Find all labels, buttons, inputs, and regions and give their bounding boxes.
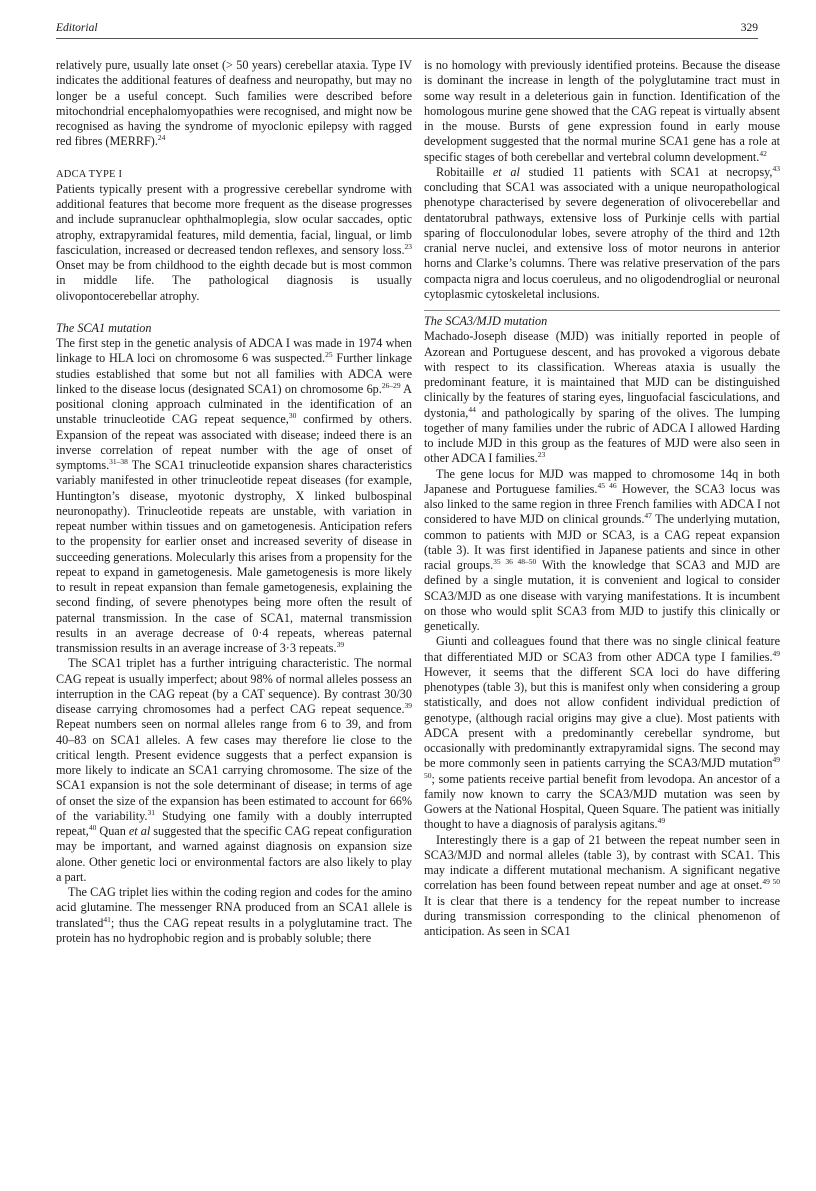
right-column bbox=[424, 58, 780, 939]
paragraph-continued: is no homology with previously identified proteins. Because the disease is dominant the increase in length of the polyglutamine tract must in some way result in a deleterious gain in function. Identification of the homologous murine gene showed that the CAG repeat is virtually absent in the mouse. Bursts of gene expression found in early mouse development suggested that the normal murine SCA1 gene has a role at specific stages of both cerebellar and vertebral column development.$^{42}$ bbox=[424, 58, 780, 164]
citation: 49 bbox=[657, 816, 666, 826]
paragraph-sca1-genetics: The first step in the genetic analysis of ADCA I was made in 1974 when linkage to HLA loci on chromosome 6 was suspected.$^{25}$ Further linkage studies established that some but not all families with ADCA were linked to the disease locus (designated SCA1) on chromosome 6p.$^{26-29}$ A positional cloning approach culminated in the identification of an unstable trinucleotide CAG repeat sequence,$^{30}$ confirmed by others. Expansion of the repeat was associated with disease; indeed there is an inverse correlation of repeat number with the age of onset of symptoms.$^{31-38}$ The SCA1 trinucleotide expansion shares characteristics variably manifested in other trinucleotide repeat diseases (for example, Huntington’s disease, myotonic dystrophy, X linked bulbospinal neuronopathy). Trinucleotide repeats are unstable, with variation in repeat number within tissues and on gametogenesis. Anticipation refers to the propensity for earlier onset and increased severity of disease in succeeding generations. Molecularly this arises from a propensity for the repeat to expand in gametogenesis. Male gametogenesis is more likely to result in repeat expansion than female gametogenesis, explaining the second finding, of severe phenotypes being more often the result of paternal transmission. In the case of SCA1, maternal transmission results in an average decrease of 0·4 repeats, whereas paternal transmission results in an average increase of 3·3 repeats.$^{39}$ bbox=[56, 336, 412, 655]
citation: 31–38 bbox=[109, 456, 128, 466]
citation: 26–29 bbox=[381, 380, 401, 390]
paragraph-mjd-locus: The gene locus for MJD was mapped to chromosome 14q in both Japanese and Portuguese families.$^{45 46}$ However, the SCA3 locus was also linked to the same region in three French families with ADCA I not considered to have MJD on clinical grounds.$^{47}$ The underlying mutation, common to patients with MJD or SCA3, is a CAG repeat expansion (table 3). It was first identified in Japanese patients and since in other racial groups.$^{35 36 48-50}$ With the knowledge that SCA3 and MJD are defined by a single mutation, it is convenient and logical to consider SCA3/MJD as one disease with varying manifestations. It is incumbent on those who would split SCA3 from MJD to justify this clinically or genetically. bbox=[424, 466, 780, 633]
paragraph-intro: relatively pure, usually late onset (> 50 years) cerebellar ataxia. Type IV indicates the additional features of deafness and neuropathy, but may no longer be a useful concept. Such families were described before mitochondrial encephalomyopathies were recognised, and might now be recognised as having the syndrome of myoclonic epilepsy with ragged red fibres (MERRF).$^{24}$ bbox=[56, 58, 412, 149]
section-divider bbox=[424, 310, 780, 311]
citation: 23 bbox=[537, 450, 546, 460]
citation: 49 50 bbox=[762, 877, 780, 887]
paragraph-adca-type-1: Patients typically present with a progressive cerebellar syndrome with additional features that become more frequent as the disease progresses and include supranuclear ophthalmoplegia, slow ocular saccades, optic atrophy, extrapyramidal features, mild dementia, facial, lingual, or limb fasciculation, increased or decreased tendon reflexes, and sensory loss.$^{23}$ Onset may be from childhood to the eighth decade but is most common in middle life. The pathological diagnosis is usually olivopontocerebellar atrophy. bbox=[56, 181, 412, 303]
paragraph-repeat-gap: Interestingly there is a gap of 21 between the repeat number seen in SCA3/MJD and normal alleles (table 3), by contrast with SCA1. This may indicate a different mutational mechanism. A significant negative correlation has been found between repeat number and age at onset.$^{49 50}$ It is clear that there is a tendency for the repeat number to increase during transmission corresponding to the clinical phenomenon of anticipation. As seen in SCA1 bbox=[424, 832, 780, 938]
citation: 41 bbox=[103, 914, 111, 924]
citation: 23 bbox=[404, 241, 412, 251]
citation: 49 bbox=[772, 648, 780, 658]
paragraph-robitaille: Robitaille et al studied 11 patients with SCA1 at necropsy,$^{43}$ concluding that SCA1 was associated with a unique neuropathological phenotype characterised by severe degeneration of olivocerebellar and dentatorubral pathways, extensive loss of Purkinje cells with partial sparing of flocculonodular lobes, severe atrophy of the third and 12th cranial nerve nuclei, and extensive loss of motor neurons in anterior horns and Clarke’s columns. There was relative preservation of the pars compacta nigra and locus coeruleus, and no oligodendroglial or neuronal cytoplasmic cytoskeletal inclusions. bbox=[424, 163, 780, 301]
citation: 40 bbox=[88, 822, 97, 832]
page-number: 329 bbox=[740, 22, 758, 34]
citation: 47 bbox=[644, 511, 652, 521]
citation: 39 bbox=[404, 700, 412, 710]
section-heading-sca3-mjd: The SCA3/MJD mutation bbox=[424, 314, 548, 328]
citation: 30 bbox=[288, 411, 297, 421]
running-head bbox=[56, 22, 758, 39]
citation: 49 50 bbox=[424, 755, 780, 780]
paragraph-sca1-triplet: The SCA1 triplet has a further intriguing characteristic. The normal CAG repeat is usually imperfect; about 98% of normal alleles possess an interruption in the CAG repeat (by a CAT sequence). By contrast 30/30 disease carrying chromosomes had a perfect CAG repeat sequence.$^{39}$ Repeat numbers seen on normal alleles range from 6 to 39, and from 40–83 on SCA1 alleles. A few cases may therefore lie close to the critical length. Present evidence suggests that a perfect expansion is more likely to indicate an SCA1 carrying chromosome. The size of the SCA1 expansion is not the sole determinant of disease; in terms of age of onset the size of the expansion has been estimated to account for 66% of the variability.$^{31}$ Studying one family with a doubly interrupted repeat,$^{40}$ Quan et al suggested that the specific CAG repeat configuration may be important, and warned against diagnosis on expansion size alone. Other genetic loci or environmental factors are also likely to play a part. bbox=[56, 656, 413, 884]
paragraph-giunti: Giunti and colleagues found that there was no single clinical feature that differentiated MJD or SCA3 from other ADCA type I families.$^{49}$ However, it seems that the different SCA loci do have differing phenotypes (table 3), but this is manifest only when considering a group statistically, and does not allow confident individual prediction of genotype, (although racial origins may give a clue). Most patients with ADCA present with a predominantly cerebellar syndrome, but occasionally with predominantly extrapyramidal signs. The second may be more commonly seen in patients carrying the SCA3/MJD mutation$^{49 50}$; some patients receive partial benefit from levodopa. An ancestor of a family now known to carry the SCA3/MJD mutation was seen by Gowers at the National Hospital, Queen Square. The patient was initially thought to have a diagnosis of paralysis agitans.$^{49}$ bbox=[424, 634, 780, 832]
citation: 44 bbox=[468, 404, 476, 414]
section-heading-sca1: The SCA1 mutation bbox=[56, 320, 152, 335]
citation: 42 bbox=[759, 148, 767, 158]
citation: 43 bbox=[772, 163, 780, 173]
left-column bbox=[56, 58, 412, 946]
citation: 39 bbox=[336, 639, 345, 649]
citation: 35 36 48–50 bbox=[493, 556, 537, 566]
paragraph-mjd-intro: Machado-Joseph disease (MJD) was initially reported in people of Azorean and Portuguese descent, and has provoked a vigorous debate with respect to its classification. Whereas ataxia is usually the predominant feature, it is maintained that MJD can be distinguished clinically by the features of staring eyes, linguofacial fasciculations, and dystonia,$^{44}$ and pathologically by sparing of the olives. The lumping together of many families under the rubric of ADCA I allowed Harding to include MJD in this group as the features of MJD were also seen in other ADCA I families.$^{23}$ bbox=[424, 329, 780, 466]
citation: 31 bbox=[147, 807, 155, 817]
citation: 25 bbox=[325, 350, 333, 360]
citation: 45 46 bbox=[597, 480, 617, 490]
citation: 24 bbox=[157, 133, 166, 143]
section-heading-adca-type-1: ADCA TYPE I bbox=[56, 168, 123, 180]
section-label: Editorial bbox=[56, 22, 98, 34]
paragraph-cag-coding: The CAG triplet lies within the coding region and codes for the amino acid glutamine. The messenger RNA produced from an SCA1 allele is translated$^{41}$; thus the CAG repeat results in a polyglutamine tract. The protein has no hydrophobic region and is probably soluble; there bbox=[56, 885, 412, 945]
